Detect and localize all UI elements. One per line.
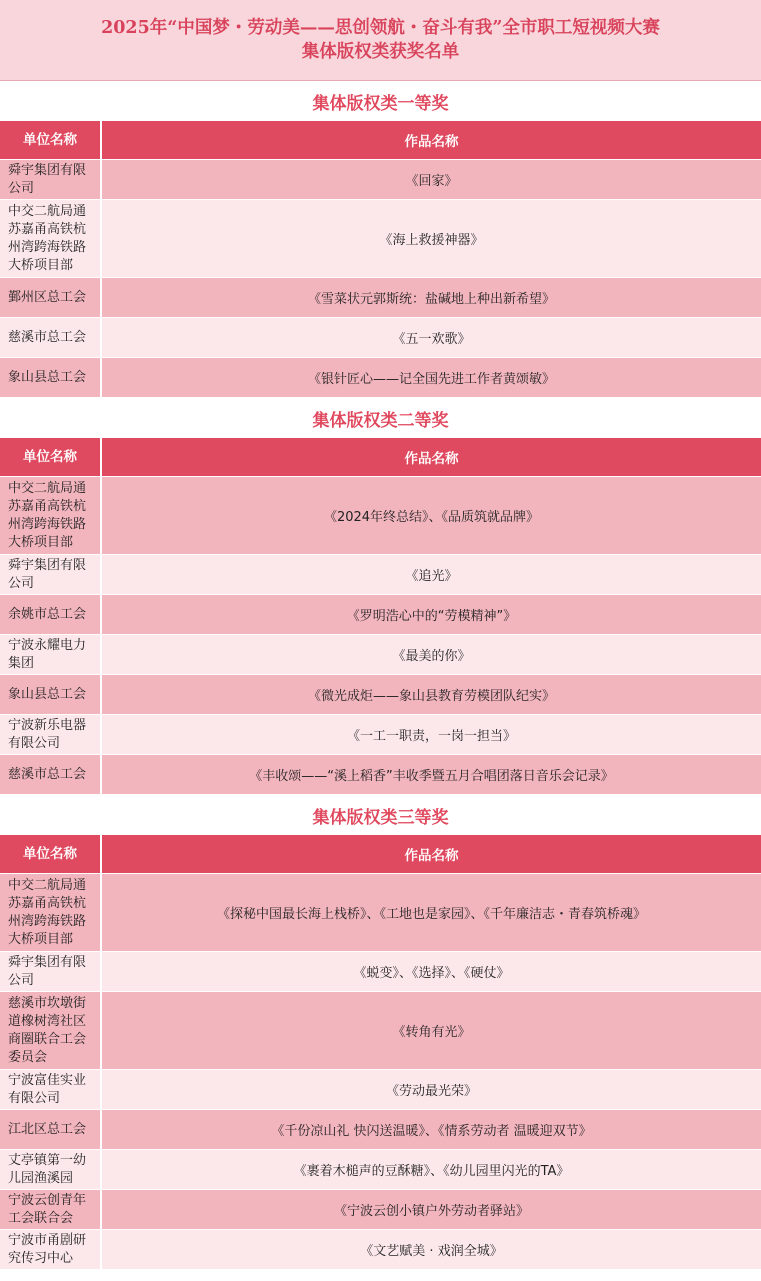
work-cell: 《转角有光》 — [392, 1025, 471, 1040]
table-row — [0, 952, 761, 992]
table-row — [0, 278, 761, 318]
work-cell: 《海上救援神器》 — [379, 233, 484, 248]
unit-cell: 丈亭镇第一幼儿园渔溪园 — [0, 1150, 102, 1189]
table-header — [0, 438, 761, 477]
section-title-first-prize: 集体版权类一等奖 — [0, 81, 761, 121]
work-cell: 《追光》 — [405, 569, 458, 584]
unit-cell: 舜宇集团有限公司 — [0, 160, 102, 199]
table-row — [0, 477, 761, 555]
column-header-work: 作品名称 — [404, 451, 459, 467]
table-row — [0, 715, 761, 755]
work-cell: 《罗明浩心中的“劳模精神”》 — [346, 609, 517, 624]
work-cell: 《千份凉山礼 快闪送温暖》、《情系劳动者 温暖迎双节》 — [271, 1124, 592, 1139]
work-cell: 《丰收颂——“溪上稻香”丰收季暨五月合唱团落日音乐会记录》 — [249, 769, 614, 784]
table-row — [0, 1190, 761, 1230]
unit-cell: 慈溪市总工会 — [0, 755, 102, 794]
work-cell: 《裹着木槌声的豆酥糖》、《幼儿园里闪光的TA》 — [293, 1164, 570, 1179]
table-row — [0, 358, 761, 398]
section-title-third-prize: 集体版权类三等奖 — [0, 795, 761, 835]
unit-cell: 余姚市总工会 — [0, 595, 102, 634]
column-header-unit: 单位名称 — [0, 121, 102, 159]
table-row — [0, 1230, 761, 1270]
work-cell: 《一工一职责，一岗一担当》 — [346, 729, 516, 744]
table-row — [0, 1150, 761, 1190]
unit-cell: 象山县总工会 — [0, 675, 102, 714]
table-row — [0, 755, 761, 795]
unit-cell: 宁波云创青年工会联合会 — [0, 1190, 102, 1229]
unit-cell: 鄞州区总工会 — [0, 278, 102, 317]
work-cell: 《最美的你》 — [392, 649, 471, 664]
page-banner — [0, 0, 761, 81]
work-cell: 《雪菜状元郭斯统：盐碱地上种出新希望》 — [307, 292, 555, 307]
unit-cell: 宁波市甬剧研究传习中心 — [0, 1230, 102, 1269]
unit-cell: 江北区总工会 — [0, 1110, 102, 1149]
unit-cell: 舜宇集团有限公司 — [0, 952, 102, 991]
table-row — [0, 1110, 761, 1150]
table-row — [0, 555, 761, 595]
column-header-work: 作品名称 — [404, 134, 459, 150]
page-subtitle: 集体版权类获奖名单 — [301, 42, 460, 62]
unit-cell: 中交二航局通苏嘉甬高铁杭州湾跨海铁路大桥项目部 — [0, 477, 102, 554]
work-cell: 《探秘中国最长海上栈桥》、《工地也是家园》、《千年廉洁志・青春筑桥魂》 — [216, 907, 646, 922]
column-header-unit: 单位名称 — [0, 835, 102, 873]
work-cell: 《五一欢歌》 — [392, 332, 471, 347]
unit-cell: 宁波永耀电力集团 — [0, 635, 102, 674]
work-cell: 《宁波云创小镇户外劳动者驿站》 — [333, 1204, 529, 1219]
column-header-unit: 单位名称 — [0, 438, 102, 476]
work-cell: 《文艺赋美 · 戏润全城》 — [360, 1244, 503, 1259]
table-row — [0, 318, 761, 358]
unit-cell: 中交二航局通苏嘉甬高铁杭州湾跨海铁路大桥项目部 — [0, 200, 102, 277]
work-cell: 《回家》 — [405, 174, 458, 189]
unit-cell: 舜宇集团有限公司 — [0, 555, 102, 594]
table-row — [0, 874, 761, 952]
work-cell: 《微光成炬——象山县教育劳模团队纪实》 — [307, 689, 555, 704]
unit-cell: 慈溪市坎墩街道橡树湾社区商圈联合工会委员会 — [0, 992, 102, 1069]
work-cell: 《2024年终总结》、《品质筑就品牌》 — [323, 510, 540, 525]
work-cell: 《银针匠心——记全国先进工作者黄颂敏》 — [307, 372, 555, 387]
unit-cell: 象山县总工会 — [0, 358, 102, 397]
table-header — [0, 121, 761, 160]
table-row — [0, 1070, 761, 1110]
table-row — [0, 992, 761, 1070]
unit-cell: 宁波新乐电器有限公司 — [0, 715, 102, 754]
section-title-second-prize: 集体版权类二等奖 — [0, 398, 761, 438]
table-header — [0, 835, 761, 874]
unit-cell: 中交二航局通苏嘉甬高铁杭州湾跨海铁路大桥项目部 — [0, 874, 102, 951]
table-row — [0, 635, 761, 675]
page-title: 2025年“中国梦・劳动美——思创领航・奋斗有我”全市职工短视频大赛 — [101, 18, 660, 38]
work-cell: 《蜕变》、《选择》、《硬仗》 — [353, 966, 510, 981]
column-header-work: 作品名称 — [404, 848, 459, 864]
table-row — [0, 675, 761, 715]
unit-cell: 宁波富佳实业有限公司 — [0, 1070, 102, 1109]
work-cell: 《劳动最光荣》 — [385, 1084, 477, 1099]
table-row — [0, 200, 761, 278]
table-row — [0, 595, 761, 635]
table-row — [0, 160, 761, 200]
unit-cell: 慈溪市总工会 — [0, 318, 102, 357]
